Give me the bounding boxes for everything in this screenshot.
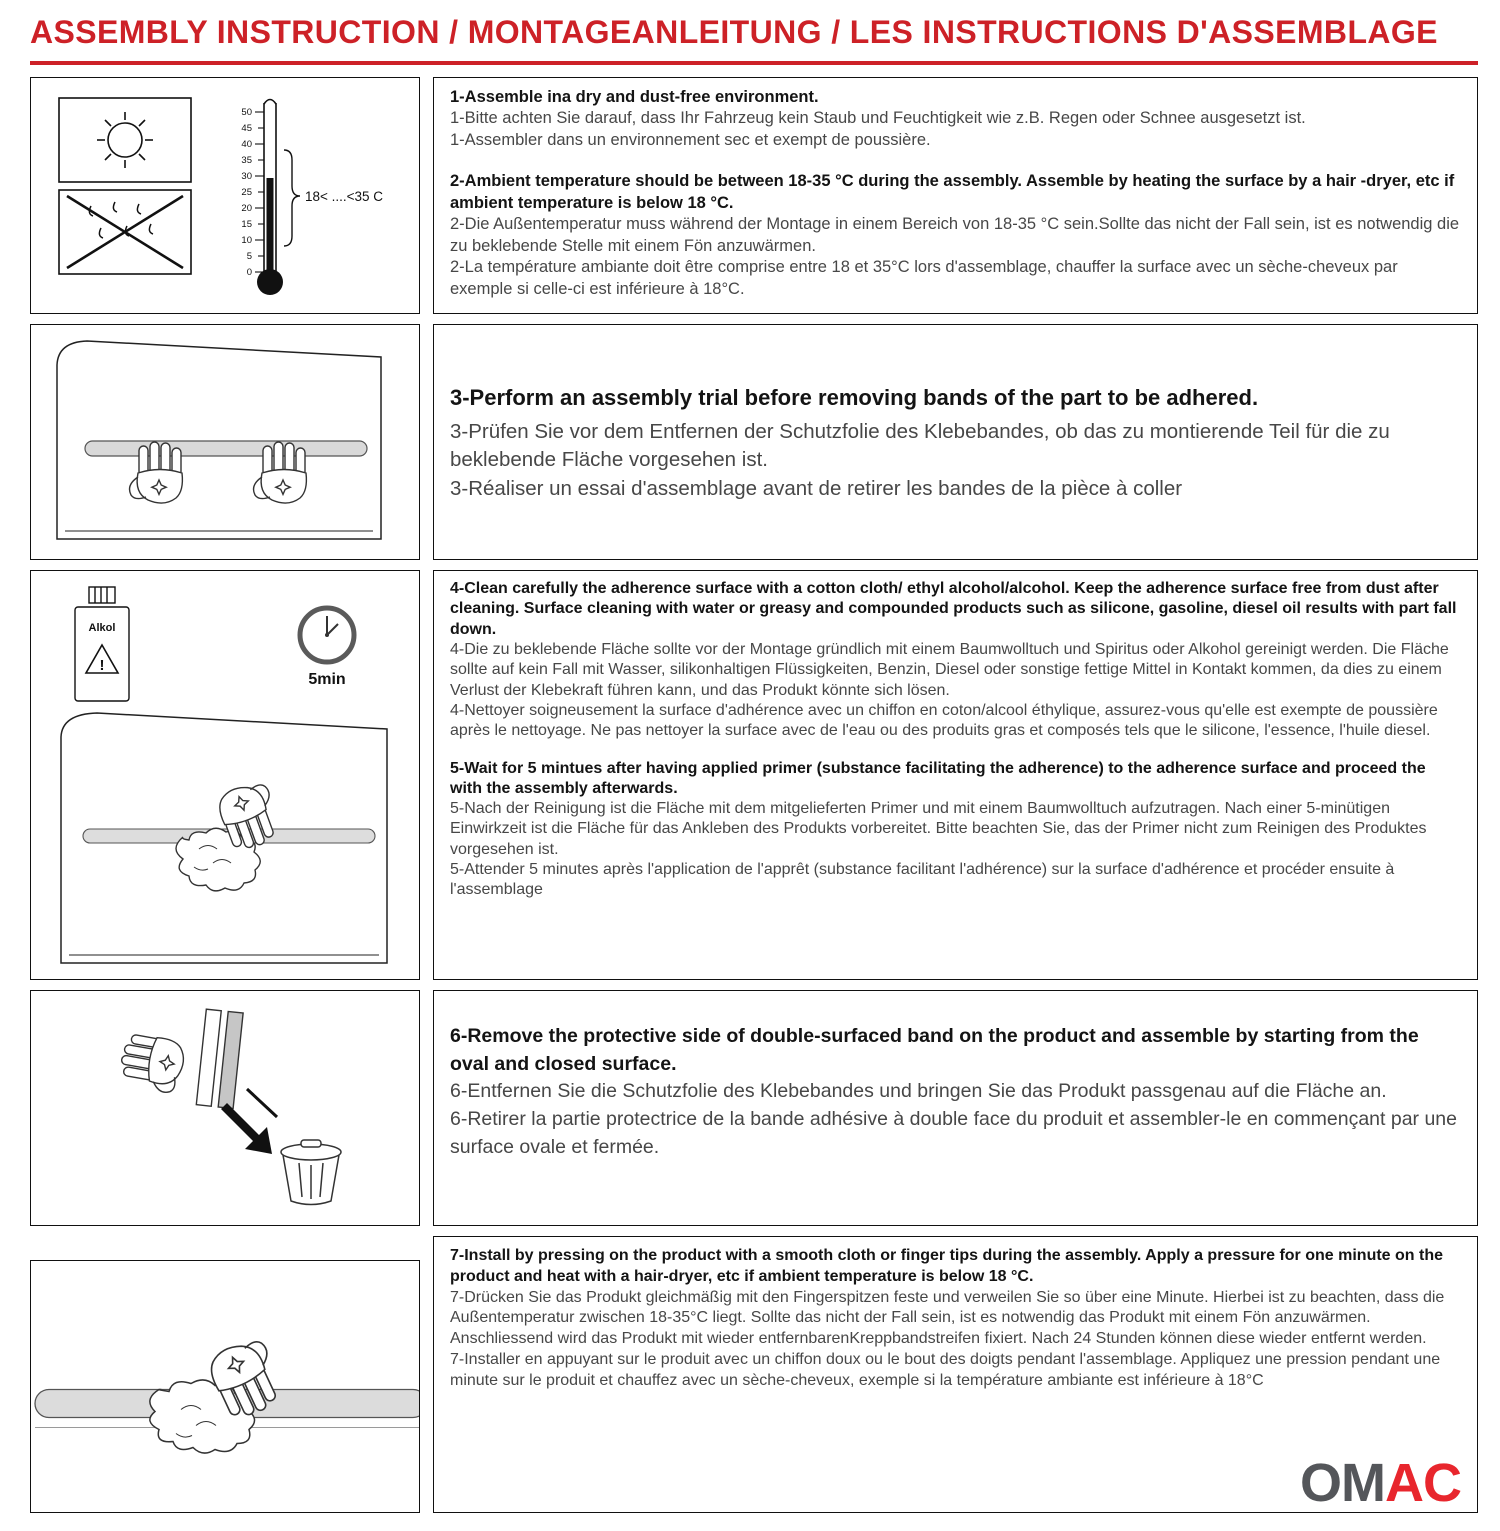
step-3-fr: 3-Réaliser un essai d'assemblage avant de retirer les bandes de la pièce à coller	[450, 477, 1183, 501]
step-6-de: 6-Entfernen Sie die Schutzfolie des Klebebandes und bringen Sie das Produkt passgenau auf die Fläche an.	[450, 1080, 1387, 1103]
therm-label: 25	[241, 187, 252, 198]
step-6-en: 6-Remove the protective side of double-surfaced band on the product and assemble by starting from the oval and closed surface.	[450, 1025, 1419, 1075]
omac-logo	[1300, 1453, 1461, 1513]
step-5-en: 5-Wait for 5 mintues after having applied primer (substance facilitating the adherence) to the adherence surface and proceed the with the assembly afterwards.	[450, 759, 1426, 797]
logo-ac-text: AC	[1385, 1453, 1461, 1513]
section-remove-band	[30, 990, 1478, 1226]
therm-label: 30	[241, 171, 252, 182]
clean-primer-art	[31, 571, 419, 979]
step-3-en: 3-Perform an assembly trial before removing bands of the part to be adhered.	[450, 385, 1259, 410]
textbox-step-3	[433, 324, 1478, 560]
press-install-art	[31, 1261, 419, 1512]
step-1-en: 1-Assemble ina dry and dust-free environment.	[450, 88, 819, 106]
step-3-de: 3-Prüfen Sie vor dem Entfernen der Schutzfolie des Klebebandes, ob das zu montierende Teil für die zu beklebende Fläche vorgesehen ist.	[450, 419, 1390, 472]
temperature-range-label: 18< ....<35 C	[305, 189, 384, 204]
remove-band-art	[31, 991, 419, 1225]
step-4-fr: 4-Nettoyer soigneusement la surface d'adhérence avec un chiffon en coton/alcool éthylique, assurez-vous qu'elle est exempte de poussière après le nettoyage. Ne pas nettoyer la surface avec de l'eau ou des produits gras et composés tels que le silicone, l'essence, l'huile diesel.	[450, 701, 1438, 740]
warning-exclamation: !	[99, 657, 105, 674]
therm-label: 10	[241, 235, 252, 246]
illustration-remove-band	[30, 990, 420, 1226]
page-header	[30, 14, 1478, 65]
section-press-install	[30, 1236, 1478, 1513]
therm-label: 45	[241, 123, 252, 134]
sun-box	[59, 98, 191, 182]
therm-label: 35	[241, 155, 252, 166]
range-brace	[284, 150, 300, 246]
step-6-fr: 6-Retirer la partie protectrice de la bande adhésive à double face du produit et assembler-le en commençant par une surface ovale et fermée.	[450, 1108, 1458, 1158]
alcohol-label: Alkol	[88, 622, 116, 634]
assembly-trial-art	[31, 325, 419, 559]
hand-icon	[117, 1032, 186, 1095]
step-5-de: 5-Nach der Reinigung ist die Fläche mit dem mitgelieferten Primer und mit einem Baumwolltuch aufzutragen. Nach einer 5-minütigen Einwirkzeit ist die Fläche für das Ankleben des Produkts vorbereitet. Bitte beachten Sie, das der Primer nicht zum Reinigen des Produktes vorgesehen ist.	[450, 800, 1427, 858]
step-4-de: 4-Die zu beklebende Fläche sollte vor der Montage gründlich mit einem Baumwolltuch und Spiritus oder Alkohol gereinigt werden. Die Fläche sollte auf kein Fall mit Wasser, silikonhaltigen Flüssigkeiten, Benzin, Diesel oder sonstige fettige Mittel in Kontakt kommen, da dies zu einem Verlust der Klebekraft führen kann, und das Produkt könnte sich lösen.	[450, 640, 1449, 699]
illustration-press-install	[30, 1260, 420, 1513]
step-2-de: 2-Die Außentemperatur muss während der Montage in einem Bereich von 18-35 °C sein.Sollte das nicht der Fall sein, ist es notwendig die zu beklebende Stelle mit einem Fön anzuwärmen.	[450, 215, 1460, 255]
section-clean-primer	[30, 570, 1478, 980]
therm-label: 20	[241, 203, 252, 214]
therm-label: 40	[241, 139, 252, 150]
step-2-fr: 2-La température ambiante doit être comprise entre 18 et 35°C lors d'assemblage, chauffer la surface avec un sèche-cheveux par exemple si celle-ci est inférieure à 18°C.	[450, 258, 1398, 298]
textbox-steps-1-2	[433, 77, 1478, 314]
therm-label: 15	[241, 219, 252, 230]
logo-om-text: OM	[1300, 1453, 1385, 1513]
no-rain-icon	[67, 196, 183, 268]
adhesive-band-icon	[196, 1009, 243, 1108]
step-1-de: 1-Bitte achten Sie darauf, dass Ihr Fahrzeug kein Staub und Feuchtigkeit wie z.B. Regen oder Schnee ausgesetzt ist.	[450, 109, 1306, 128]
section-assembly-trial	[30, 324, 1478, 560]
title-rule	[30, 61, 1478, 65]
step-5-fr: 5-Attender 5 minutes après l'application de l'apprêt (substance facilitant l'adhérence) sur la surface d'adhérence et procéder ensuite à l'assemblage	[450, 861, 1395, 899]
sun-icon	[97, 112, 153, 168]
car-door-outline	[57, 341, 381, 539]
page-title: ASSEMBLY INSTRUCTION / MONTAGEANLEITUNG / LES INSTRUCTIONS D'ASSEMBLAGE	[30, 14, 1438, 50]
clock-icon	[300, 608, 354, 662]
section-environment	[30, 77, 1478, 314]
illustration-environment	[30, 77, 420, 314]
step-2-en: 2-Ambient temperature should be between 18-35 °C during the assembly. Assemble by heating the surface by a hair -dryer, etc if ambient temperature is below 18 °C.	[450, 172, 1455, 212]
textbox-step-7	[433, 1236, 1478, 1513]
step-4-en: 4-Clean carefully the adherence surface with a cotton cloth/ ethyl alcohol/alcohol. Keep the adherence surface free from dust after cleaning. Surface cleaning with water or greasy and compounded products such as silicone, gasoline, diesel oil results with part fall down.	[450, 580, 1457, 638]
environment-art	[31, 78, 419, 313]
step-7-fr: 7-Installer en appuyant sur le produit avec un chiffon doux ou le bout des doigts pendant l'assemblage. Appliquez une pression pendant une minute sur le produit et chauffez avec un sèche-cheveux, exemple si la température ambiante est inférieure à 18°C	[450, 1350, 1441, 1389]
step-7-en: 7-Install by pressing on the product with a smooth cloth or finger tips during the assembly. Apply a pressure for one minute on the product and heat with a hair-dryer, etc if ambient temperature is below 18 °C.	[450, 1247, 1443, 1285]
illustration-clean-primer	[30, 570, 420, 980]
clock-duration-label: 5min	[308, 671, 346, 688]
trash-can-icon	[281, 1140, 341, 1205]
step-7-de: 7-Drücken Sie das Produkt gleichmäßig mit den Fingerspitzen feste und verweilen Sie so über eine Minute. Hierbei ist zu beachten, dass die Außentemperatur zwischen 18-35°C liegt. Sollte das nicht der Fall sein, ist es notwendig das Produkt mit einem Fön anzuwärmen. Anschliessend wird das Produkt mit wieder entfernbarenKreppbandstreifen fixiert. Nach 24 Stunden können diese wieder entfernt werden.	[450, 1288, 1445, 1348]
therm-label: 0	[246, 267, 252, 278]
textbox-steps-4-5	[433, 570, 1478, 980]
therm-label: 5	[246, 251, 252, 262]
therm-label: 50	[241, 107, 252, 118]
thermometer-icon	[241, 100, 383, 296]
step-1-fr: 1-Assembler dans un environnement sec et exempt de poussière.	[450, 130, 931, 149]
illustration-assembly-trial	[30, 324, 420, 560]
trim-strip	[85, 441, 367, 456]
textbox-step-6	[433, 990, 1478, 1226]
